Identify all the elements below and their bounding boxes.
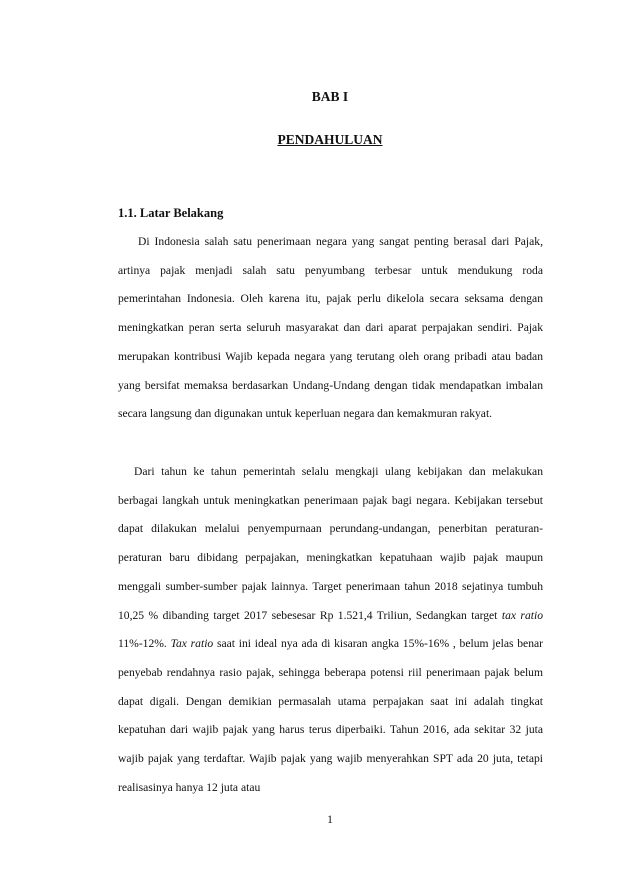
paragraph-text: 11%-12%. [118,637,171,651]
body-paragraph-2 [118,458,543,802]
chapter-number: BAB I [311,89,349,104]
paragraph-text: Dari tahun ke tahun pemerintah selalu mengkaji ulang kebijakan dan melakukan berbagai langkah untuk meningkatkan penerimaan pajak bagi negara. Kebijakan tersebut dapat dilakukan melalui penyempurnaan perundang-undangan, penerbitan peraturan-peraturan baru dibidang perpajakan, meningkatkan kepatuhaan wajib pajak maupun menggali sumber-sumber pajak lainnya. Target penerimaan tahun 2018 sejatinya tumbuh 10,25 % dibanding target 2017 sebesesar Rp 1.521,4 Triliun, Sedangkan target [118,465,543,622]
body-paragraph-1: Di Indonesia salah satu penerimaan negara yang sangat penting berasal dari Pajak, artinya pajak menjadi salah satu penyumbang terbesar untuk mendukung roda pemerintahan Indonesia. Oleh karena itu, pajak perlu dikelola secara seksama dengan meningkatkan peran serta seluruh masyarakat dan dari aparat perpajakan sendiri. Pajak merupakan kontribusi Wajib kepada negara yang terutang oleh orang pribadi atau badan yang bersifat memaksa berdasarkan Undang-Undang dengan tidak mendapatkan imbalan secara langsung dan digunakan untuk keperluan negara dan kemakmuran rakyat. [118,235,543,421]
paragraph-text: saat ini ideal nya ada di kisaran angka 15%-16% , belum jelas benar penyebab rendahnya rasio pajak, sehingga beberapa potensi riil penerimaan pajak belum dapat digali. Dengan demikian permasalah utama perpajakan saat ini adalah tingkat kepatuhan dari wajib pajak yang harus terus diperbaiki. Tahun 2016, ada sekitar 32 juta wajib pajak yang terdaftar. Wajib pajak yang wajib menyerahkan SPT ada 20 juta, tetapi realisasinya hanya 12 juta atau [118,637,543,794]
italic-term: Tax ratio [170,637,214,651]
italic-term: tax ratio [501,608,543,622]
chapter-title: PENDAHULUAN [277,132,383,147]
section-heading: 1.1. Latar Belakang [118,206,224,220]
page-number: 1 [327,814,333,826]
